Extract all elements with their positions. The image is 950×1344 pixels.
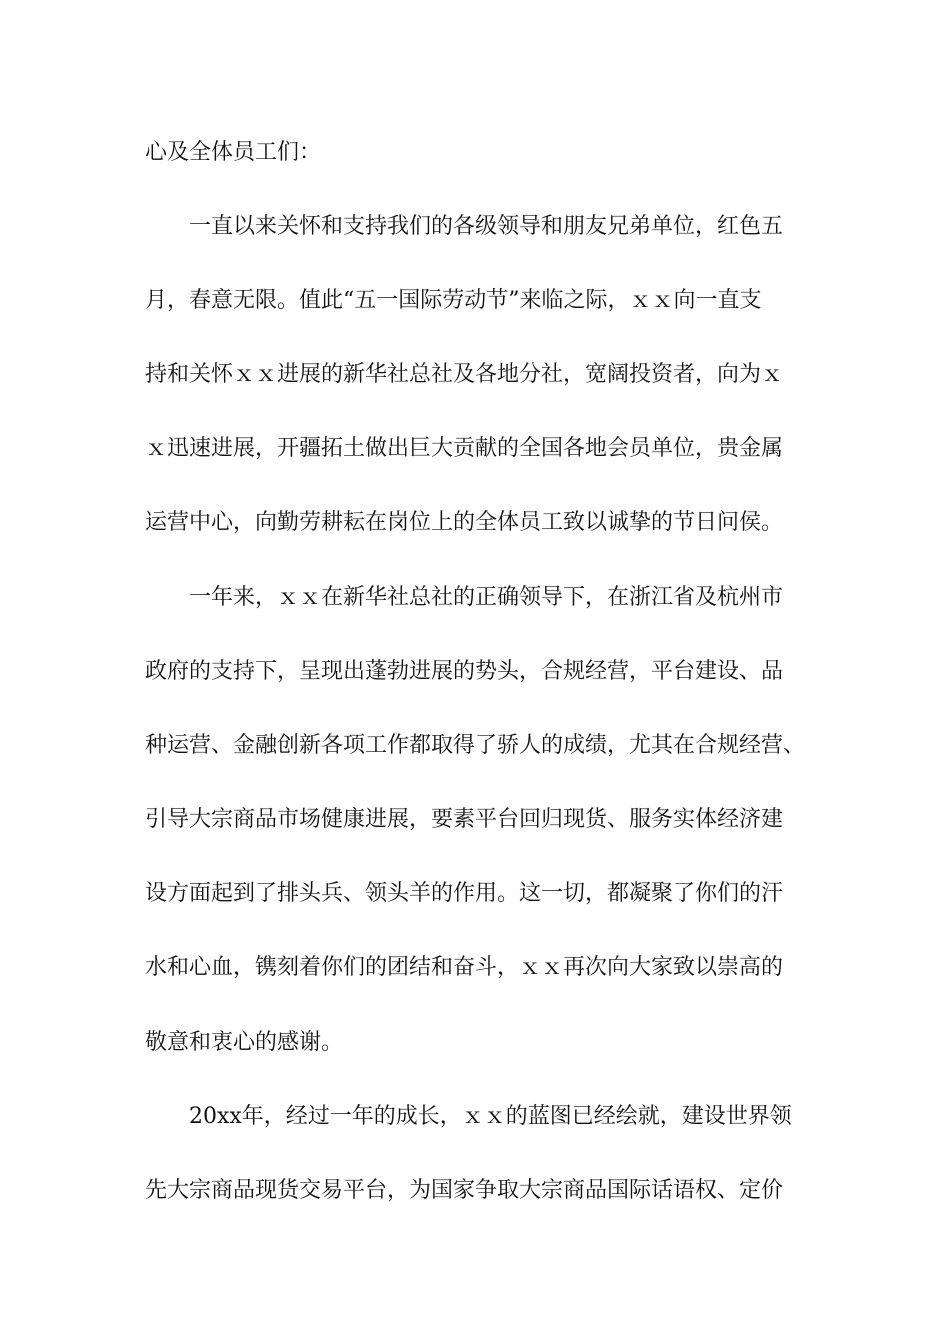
paragraph-line: 一直以来关怀和支持我们的各级领导和朋友兄弟单位，红色五 xyxy=(189,214,784,239)
text-line: 月，春意无限。值此“五一国际劳动节”来临之际，ｘｘ向一直支 xyxy=(145,288,762,313)
text-line: 设方面起到了排头兵、领头羊的作用。这一切，都凝聚了你们的汗 xyxy=(145,881,784,906)
text-line: 心及全体员工们： xyxy=(145,140,322,165)
text-line: ｘ迅速进展，开疆拓土做出巨大贡献的全国各地会员单位，贵金属 xyxy=(145,436,784,461)
text-line: 种运营、金融创新各项工作都取得了骄人的成绩，尤其在合规经营、 xyxy=(145,733,806,758)
paragraph-line: 20xx年，经过一年的成长，ｘｘ的蓝图已经绘就，建设世界领 xyxy=(189,1104,792,1129)
text-line: 持和关怀ｘｘ进展的新华社总社及各地分社，宽阔投资者，向为ｘ xyxy=(145,362,784,387)
text-line: 敬意和衷心的感谢。 xyxy=(145,1030,344,1055)
text-line: 政府的支持下，呈现出蓬勃进展的势头，合规经营，平台建设、品 xyxy=(145,659,784,684)
paragraph-line: 一年来，ｘｘ在新华社总社的正确领导下，在浙江省及杭州市 xyxy=(189,585,784,610)
text-line: 运营中心，向勤劳耕耘在岗位上的全体员工致以诚挚的节日问侯。 xyxy=(145,510,784,535)
text-line: 水和心血，镌刻着你们的团结和奋斗，ｘｘ再次向大家致以崇高的 xyxy=(145,955,784,980)
text-line: 引导大宗商品市场健康进展，要素平台回归现货、服务实体经济建 xyxy=(145,807,784,832)
text-line: 先大宗商品现货交易平台，为国家争取大宗商品国际话语权、定价 xyxy=(145,1178,784,1203)
